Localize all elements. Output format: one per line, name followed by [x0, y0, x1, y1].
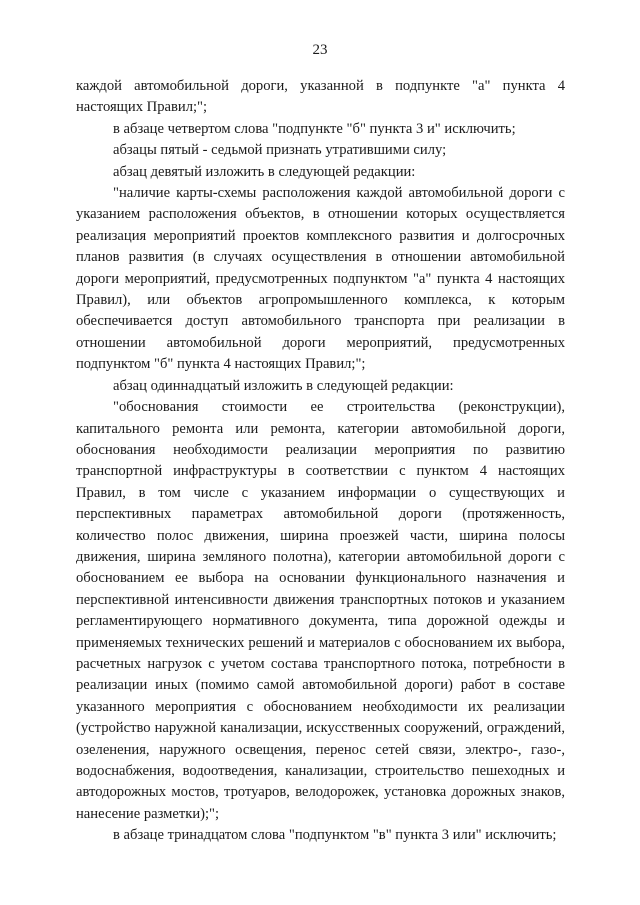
paragraph-abzac-11-intro: абзац одиннадцатый изложить в следующей редакции: — [113, 377, 454, 394]
paragraph-amend-abzac-13: в абзаце тринадцатом слова "подпунктом "в" пункта 3 или" исключить; — [113, 827, 557, 844]
paragraph-continuation: каждой автомобильной дороги, указанной в подпункте "а" пункта 4 настоящих Правил;"; — [76, 78, 565, 116]
paragraph-abzac-9-text: "наличие карты-схемы расположения каждой автомобильной дороги с указанием расположения объектов, в отношении которых осуществляется реализация мероприятий проектов комплексного развития и долгосрочных планов развития (в случаях осуществления в отношении автомобильной дороги мероприятий, предусмотренных подпунктом "а" пункта 4 настоящих Правил), или объектов агропромышленного комплекса, к которым обеспечивается доступ автомобильного транспорта при реализации в отношении автомобильной дороги мероприятий, предусмотренных подпунктом "б" пункта 4 настоящих Правил;"; — [76, 185, 565, 373]
paragraph-abzac-9-intro: абзац девятый изложить в следующей редакции: — [113, 163, 416, 180]
paragraph-abzac-11-text: "обоснования стоимости ее строительства (реконструкции), капитального ремонта или ремонта, категории автомобильной дороги, обоснования необходимости реализации мероприятия по развитию транспортной инфраструктуры в соответствии с пунктом 4 настоящих Правил, в том числе с указанием информации о существующих и перспективных параметрах автомобильной дороги (протяженность, количество полос движения, ширина проезжей части, ширина полосы движения, ширина земляного полотна), категории автомобильной дороги с обоснованием ее выбора на основании функционального назначения и перспективной интенсивности движения транспортных потоков и указанием регламентирующего нормативного документа, типа дорожной одежды и применяемых технических решений и материалов с обоснованием их выбора, расчетных нагрузок с учетом состава транспортного потока, потребности в реализации иных (помимо самой автомобильной дороги) работ в составе указанного мероприятия с обоснованием необходимости их реализации (устройство наружной канализации, искусственных сооружений, ограждений, озеленения, наружного освещения, перенос сетей связи, электро-, газо-, водоснабжения, водоотведения, канализации, строительство пешеходных и автодорожных мостов, тротуаров, велодорожек, установка дорожных знаков, нанесение разметки);"; — [76, 399, 565, 822]
paragraph-repeal-abzacy-5-7: абзацы пятый - седьмой признать утратившими силу; — [113, 142, 447, 159]
page-number: 23 — [312, 42, 328, 58]
paragraph-amend-abzac-4: в абзаце четвертом слова "подпункте "б" пункта 3 и" исключить; — [113, 120, 516, 137]
document-body — [76, 76, 565, 847]
